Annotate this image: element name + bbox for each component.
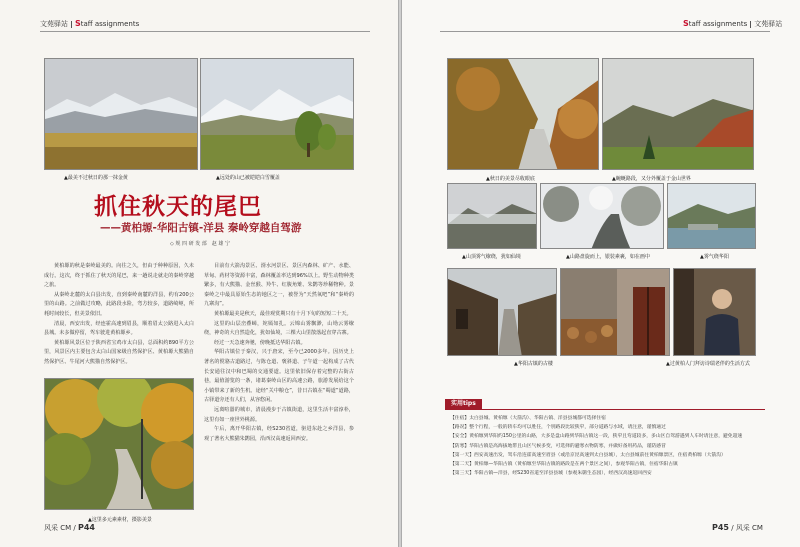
tips-rule — [445, 409, 765, 410]
right-running-header — [683, 19, 782, 29]
footer-separator: / — [729, 524, 736, 532]
paragraph: 黄柏塬最美是秋天，最佳观赏期只有十月下旬的短短二十天。 — [214, 310, 352, 317]
photo-fog-lake — [667, 183, 756, 249]
left-running-header — [40, 19, 139, 29]
tip-item: 【路况】整个行程，一般的轿车均可以胜任，个别路段比较狭窄，部分道路与水域，请注意，谨慎通过 — [450, 425, 666, 431]
article-subtitle: ——黄柏塬-华阳古镇-洋县 秦岭穿越自驾游 — [100, 222, 302, 234]
left-page — [0, 0, 398, 547]
paragraph: 华阳古镇位于秦汉，兴于唐宋，至今已2000多年。因历史上著名的傥骆古道路过，与陈仓道、褒斜道、子午道一起构成了古代长安通往汉中和巴蜀的交通要道。这里依旧保存着完整的古街古巷，最值游览的一条，诸葛秦岭山区的高速公路，旅游发展给这个小镇带来了新的生机。途经“关中粮仓”，昔日古镇在“蜀道”道路，古驿道旁还有人们，从容悠闲。 — [204, 349, 354, 404]
paragraph: 午后，离开华阳古镇，经S230省道，驱进东赴之乡洋县，参观了著名大熊猫朱鹮园，沿西汉高速返回西安。 — [204, 426, 354, 442]
left-footer — [44, 523, 95, 533]
photo-caption-7: ▲过黄柏人门拜访诗瑞老伴的生活方式 — [666, 361, 750, 367]
tip-item: 【住宿】太白县城、黄柏塬（大箭沟）、华阳古镇、洋县县城都可选择住宿 — [450, 416, 606, 421]
photo-elderly-man — [673, 268, 756, 356]
photo-autumn-valley — [447, 58, 599, 170]
section-name: 文苑驿站 — [754, 20, 783, 28]
photo-autumn-road — [44, 378, 194, 510]
footer-brand: 风采 CM — [735, 524, 763, 532]
photo-caption-4: ▲山路盘旋而上，银装素裹，如在画中 — [566, 254, 650, 260]
page-number: P45 — [712, 523, 729, 532]
footer-brand: 风采 CM — [44, 524, 72, 532]
photo-snow-mountains — [200, 58, 354, 170]
paragraph: 远离喧嚣的城市，清晨漫步于古镇街道，这里生活丰富淳朴，这里有如一座世外桃源。 — [204, 406, 354, 423]
photo-woodpile-door — [560, 268, 670, 356]
photo-caption-3: ▲山顶雾气缭绕，犹如仙境 — [462, 254, 521, 260]
paragraph: 经过一天急速奔驰，傍晚抵达华阳古镇。 — [214, 339, 306, 346]
photo-caption-6: ▲华阳古镇的古楼 — [514, 361, 553, 367]
paragraph: 这里的山层峦叠嶂，姹嫣如扎。云锦山雾飘渺，山坳云雾缭绕，神奇的大自然造化，犹如仙境，三棵大山里散落起直穿古寨。 — [204, 320, 354, 337]
footer-separator: / — [71, 524, 78, 532]
header-rule — [40, 31, 370, 32]
tip-item: 【第三天】华阳古镇—洋县，经S230省道至洋县县城（参观朱鹮生态园），经西汉高速返回西安 — [450, 471, 652, 477]
header-series-name: taff assignments — [80, 20, 140, 28]
article-title: 抓住秋天的尾巴 — [94, 193, 262, 220]
photo-caption-5: ▲雾气绕华阳 — [700, 254, 729, 260]
photo-caption-1: ▲最美不过秋日的那一抹金黄 — [64, 175, 128, 181]
photo-caption-1: ▲秋日的美景尽收眼底 — [486, 176, 535, 182]
tip-item: 【第一天】西安高速出发，驾车沿连霍高速至眉县（或沿京昆高速到太白县城），太白县城前往黄柏塬景区，住宿黄柏塬（大箭沟） — [450, 452, 726, 458]
header-series-name: taff assignments — [688, 20, 748, 28]
tip-item: 【安全】黄柏塬到华阳约150公里的山路，大多是盘山路到华阳古镇这一段，狭窄且弯道较多，多山区自驾游遇到人车时请注意，避免超速 — [450, 434, 743, 440]
text-column-2 — [204, 262, 354, 444]
tip-item: 【防寒】华阳古镇是高海拔地带且山区气候多变，可选择的避寒衣物防寒，并做好备用药品，谨防感冒 — [450, 443, 666, 449]
photo-winding-meadow — [602, 58, 754, 170]
article-byline: ◇ 规 四 研 发 部 赵 雄 宁 — [170, 241, 230, 247]
photo-snowy-road — [540, 183, 664, 249]
paragraph: 从秦岭北麓的太白县出发，直到秦岭南麓的洋县，约有200公里的山路。之前做过攻略，此路段水险，弯方较多，道路崎岖，所耗时间较长，但美景依旧。 — [44, 291, 194, 317]
tips-list — [450, 414, 762, 478]
header-s-letter: S — [683, 19, 689, 28]
text-column-1 — [44, 262, 194, 368]
tip-item: 【第二天】黄柏塬—华阳古镇（黄柏塬至华阳古镇的路段是在两个景区之间），参观华阳古镇，住宿华阳古镇 — [450, 462, 678, 468]
photo-caption-3: ▲这里多元素素材，摄影美景 — [88, 517, 152, 523]
photo-caption-2: ▲蜿蜒路段，又分外覆盖于金山世界 — [612, 176, 691, 182]
photo-caption-2: ▲远处的山已被皑皑白雪覆盖 — [216, 175, 280, 181]
paragraph: 清晨，西安出发，经连霍高速到眉县，顺着眉太公路进入太白县城。未多做停留，驾车驶进黄柏塬乡。 — [44, 320, 194, 337]
paragraph: 黄柏塬的秋是秦岭最美的。向往之久，但由于种种原因，久未成行。这次，终于抓住了秋天的尾巴，来一趟说走就走的秦岭穿越之旅。 — [44, 263, 194, 289]
photo-old-street — [447, 268, 557, 356]
photo-golden-meadow — [44, 58, 198, 170]
header-rule — [440, 31, 770, 32]
paragraph: 目前有大箭沟景区、湑水河景区、景区内森林、矿产、水能、草甸、药材等资源丰富，森林覆盖率达到96%以上。野生动物种类繁多，有大熊猫、金丝猴、羚牛、红腹角雉、朱鹮等珍稀物种。景秦岭之中最具原始生态的地区之一，被誉为“天然氧吧”和“秦岭的九寨沟”。 — [204, 263, 354, 308]
page-number: P44 — [77, 523, 95, 532]
photo-misty-mountain — [447, 183, 537, 249]
tips-heading: 实用tips — [445, 399, 482, 409]
right-footer — [712, 523, 763, 533]
section-name: 文苑驿站 — [40, 20, 68, 28]
paragraph: 黄柏塬风景区位于陕西省宝鸡市太白县，总面积约890平方公里，风景区内主要包含太白山国家级自然保护区、黄柏塬大熊猫自然保护区、牛尾河大熊猫自然保护区。 — [44, 339, 194, 365]
header-s-letter: S — [75, 19, 81, 28]
